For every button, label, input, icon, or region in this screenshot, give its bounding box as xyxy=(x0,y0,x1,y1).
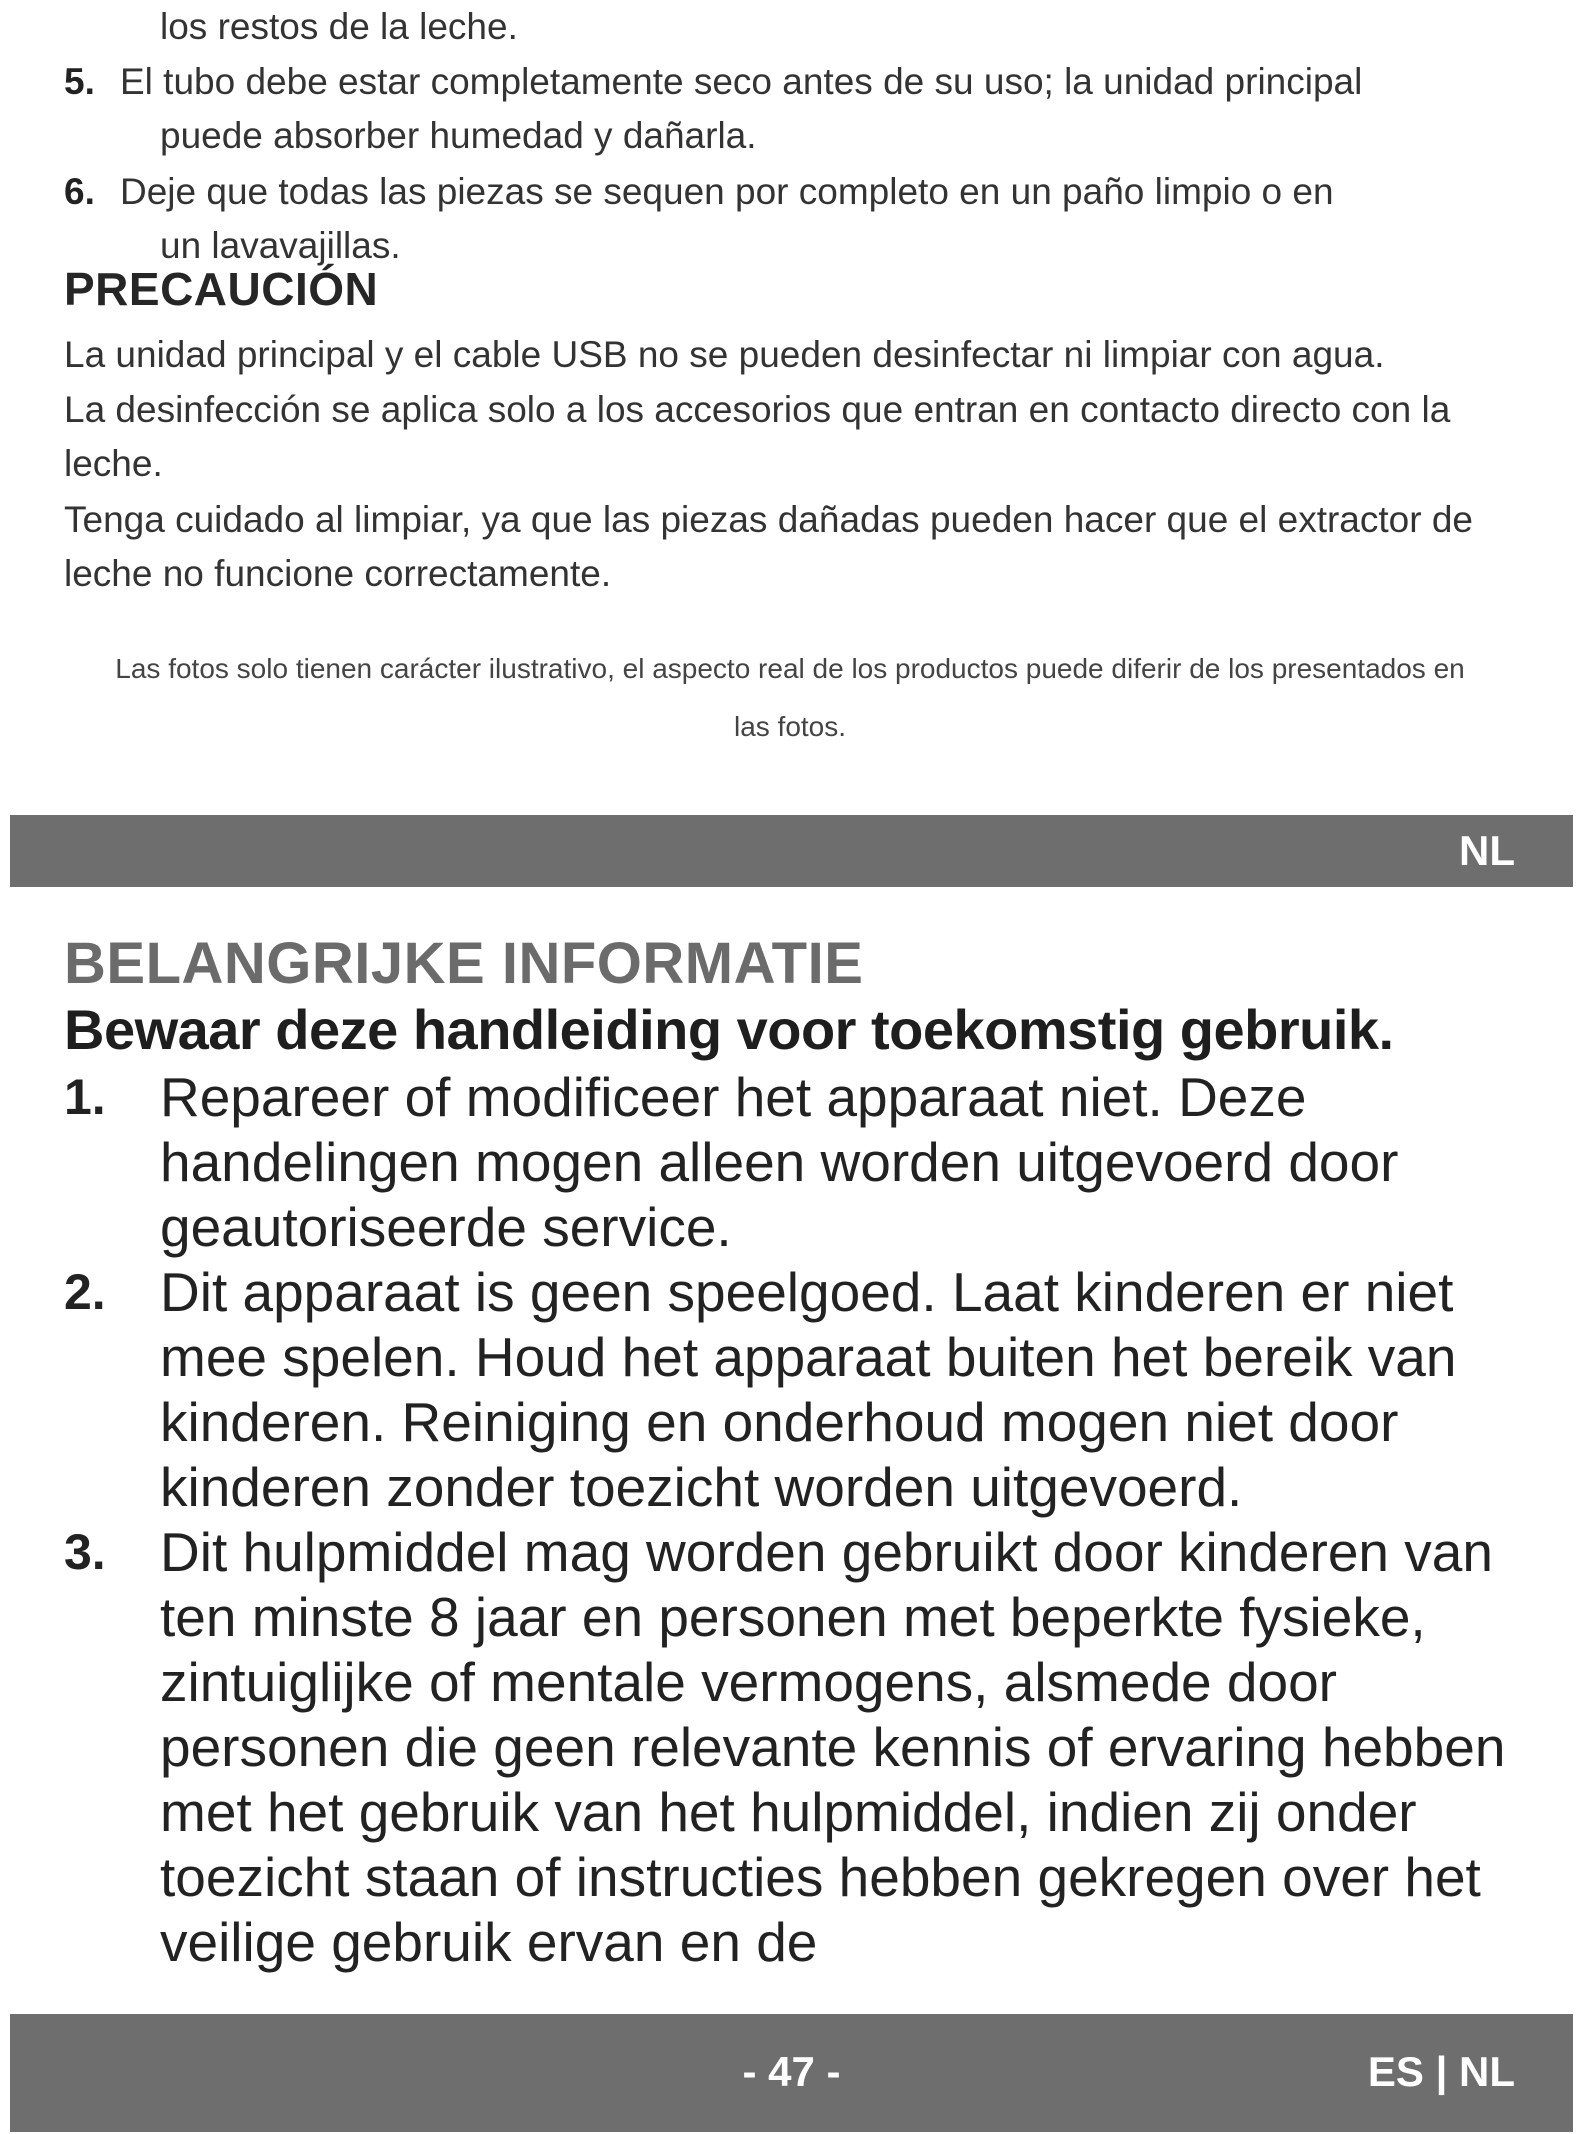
list-item-text: Repareer of modificeer het apparaat niet. Deze handelingen mogen alleen worden uitgevoerd door geautoriseerde service. xyxy=(160,1066,1399,1258)
photo-disclaimer: Las fotos solo tienen carácter ilustrativo, el aspecto real de los productos puede diferir de los presentados en las fotos. xyxy=(115,653,1465,742)
nl-section-title: BELANGRIJKE INFORMATIE xyxy=(64,931,864,996)
es-item-number: 5. xyxy=(64,61,95,102)
es-item-number: 6. xyxy=(64,171,95,212)
page-number: - 47 - xyxy=(742,2048,841,2095)
es-caution-heading: PRECAUCIÓN xyxy=(64,263,379,315)
es-list-item-5: 5. El tubo debe estar completamente seco antes de su uso; la unidad principal puede absorber humedad y dañarla. xyxy=(64,55,1534,163)
es-caution-paragraph: Tenga cuidado al limpiar, ya que las piezas dañadas pueden hacer que el extractor de leche no funcione correctamente. xyxy=(64,499,1473,594)
nl-section-subtitle: Bewaar deze handleiding voor toekomstig gebruik. xyxy=(64,998,1394,1061)
list-item xyxy=(64,1520,1544,1975)
list-item-text: Dit hulpmiddel mag worden gebruikt door kinderen van ten minste 8 jaar en personen met beperkte fysieke, zintuiglijke of mentale vermogens, alsmede door personen die geen relevante kennis of ervaring hebben met het gebruik van het hulpmiddel, indien zij onder toezicht staan of instructies hebben gekregen over het veilige gebruik ervan en de xyxy=(160,1521,1506,1973)
list-item-number: 3. xyxy=(64,1524,106,1580)
es-caution-paragraph: La unidad principal y el cable USB no se pueden desinfectar ni limpiar con agua. xyxy=(64,334,1385,375)
list-item-text: Dit apparaat is geen speelgoed. Laat kinderen er niet mee spelen. Houd het apparaat buiten het bereik van kinderen. Reiniging en onderhoud mogen niet door kinderen zonder toezicht worden uitgevoerd. xyxy=(160,1261,1457,1518)
es-continuation-line: los restos de la leche. xyxy=(160,6,518,47)
list-item-number: 2. xyxy=(64,1264,106,1320)
page-footer xyxy=(10,2014,1573,2132)
list-item xyxy=(64,1260,1544,1520)
section-language-bar xyxy=(10,815,1573,887)
es-list-item-6: 6. Deje que todas las piezas se sequen por completo en un paño limpio o en un lavavajillas. xyxy=(64,165,1534,273)
list-item xyxy=(64,1065,1544,1260)
section-language-label: NL xyxy=(1459,827,1515,874)
footer-language-indicator: ES | NL xyxy=(1367,2048,1515,2095)
list-item-number: 1. xyxy=(64,1069,106,1125)
nl-instruction-list xyxy=(64,1065,1544,1975)
es-caution-paragraph: La desinfección se aplica solo a los accesorios que entran en contacto directo con la leche. xyxy=(64,389,1451,484)
